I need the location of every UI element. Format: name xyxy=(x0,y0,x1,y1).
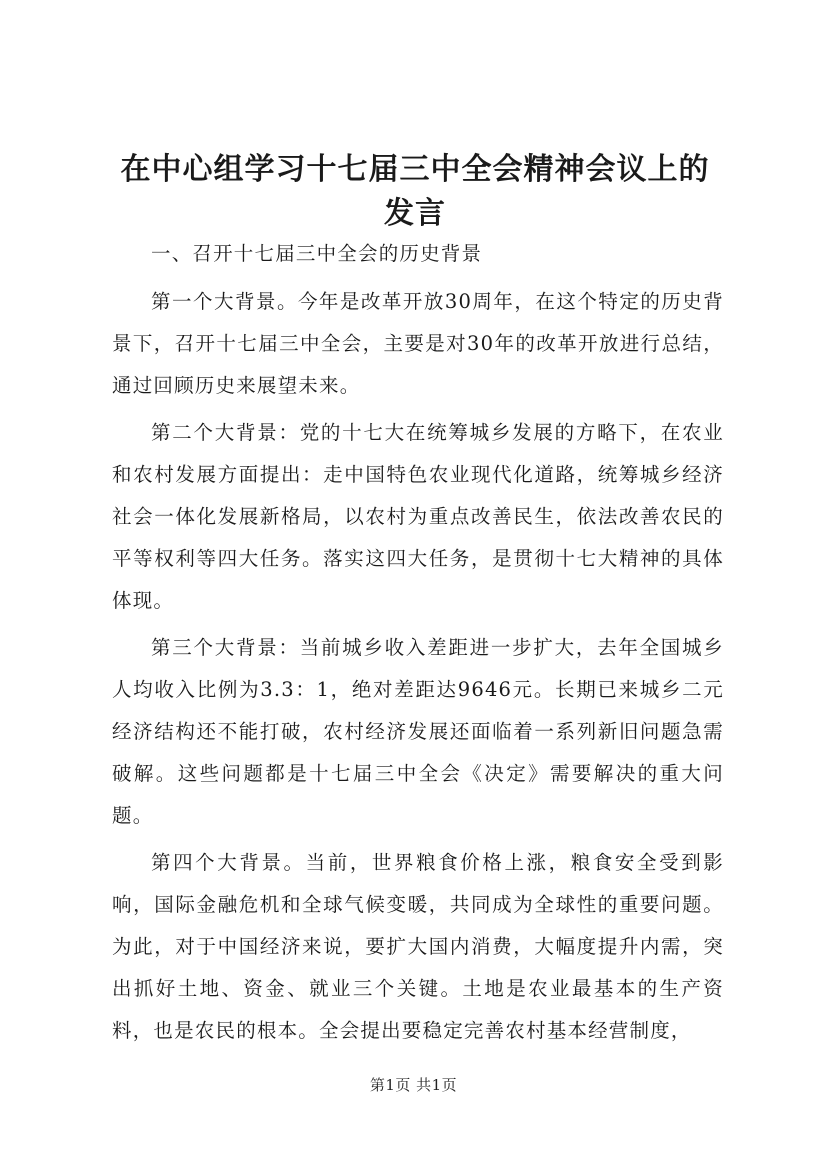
page-footer: 第1页 共1页 xyxy=(369,1076,458,1094)
page-title: 在中心组学习十七届三中全会精神会议上的发言 xyxy=(120,152,710,231)
document-body xyxy=(112,233,724,1052)
paragraph-4: 第四个大背景。当前，世界粮食价格上涨，粮食安全受到影响，国际金融危机和全球气候变暖，共同成为全球性的重要问题。为此，对于中国经济来说，要扩大国内消费，大幅度提升内需，突出抓好土地、资金、就业三个关键。土地是农业最基本的生产资料，也是农民的根本。全会提出要稳定完善农村基本经营制度， xyxy=(112,851,724,1042)
paragraph-1: 第一个大背景。今年是改革开放30周年，在这个特定的历史背景下，召开十七届三中全会，主要是对30年的改革开放进行总结，通过回顾历史来展望未来。 xyxy=(112,290,724,397)
paragraph-3: 第三个大背景：当前城乡收入差距进一步扩大，去年全国城乡人均收入比例为3.3：1，绝对差距达9646元。长期已来城乡二元经济结构还不能打破，农村经济发展还面临着一系列新旧问题急需破解。这些问题都是十七届三中全会《决定》需要解决的重大问题。 xyxy=(112,636,724,827)
paragraph-2: 第二个大背景：党的十七大在统筹城乡发展的方略下，在农业和农村发展方面提出：走中国特色农业现代化道路，统筹城乡经济社会一体化发展新格局，以农村为重点改善民生，依法改善农民的平等权利等四大任务。落实这四大任务，是贯彻十七大精神的具体体现。 xyxy=(112,421,724,612)
section-heading: 一、召开十七届三中全会的历史背景 xyxy=(151,242,483,265)
